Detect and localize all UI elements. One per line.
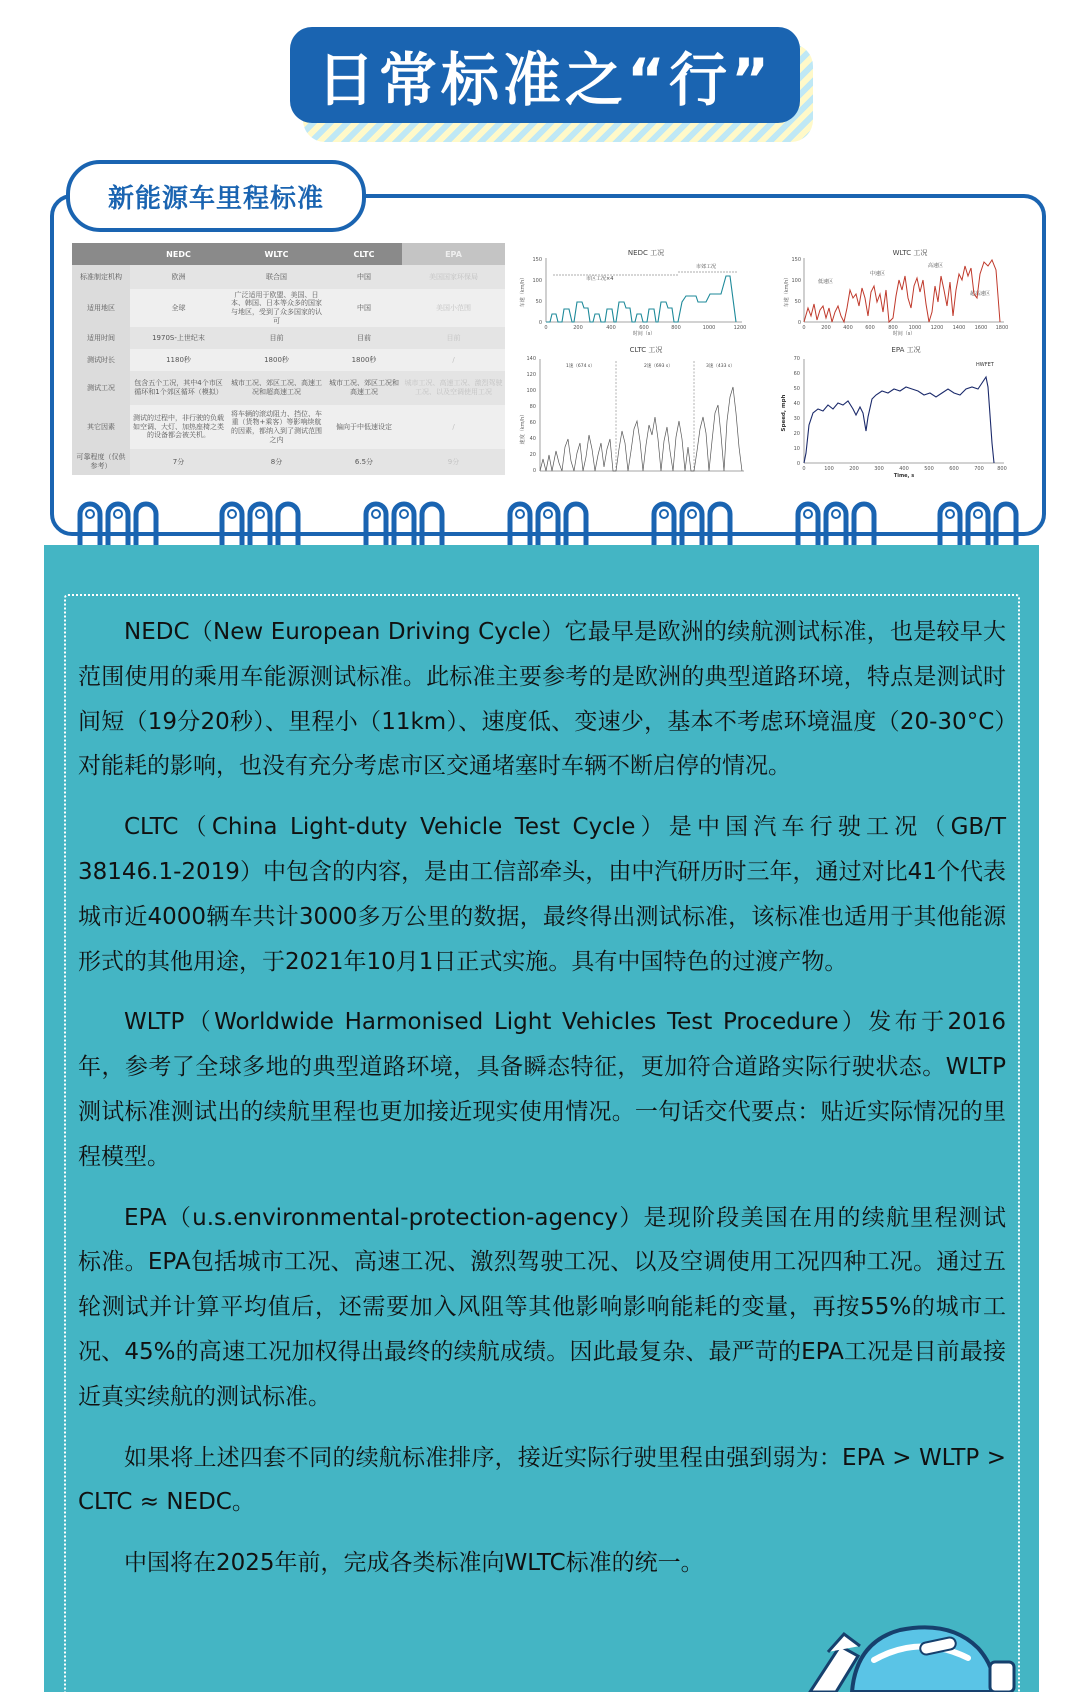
cltc-speed-line [540, 387, 742, 471]
wltc-x-tick: 600 [865, 325, 875, 331]
paragraph-wltp: WLTP（Worldwide Harmonised Light Vehicles Test Procedure）发布于2016年，参考了全球多地的典型道路环境，具备瞬态特征，更加符合道路实际行驶状态。WLTP测试标准测试出的续航里程也更加接近现实使用情况。一句话交代要点：贴近实际情况的里程模型。 [78, 1009, 1006, 1170]
table-cell: 包含五个工况，其中4个市区循环和1个郊区循环（模拟） [130, 371, 227, 405]
paragraph-epa: EPA（u.s.environmental-protection-agency）是现阶段美国在用的续航里程测试标准。EPA包括城市工况、高速工况、激烈驾驶工况、以及空调使用工况四种工况。通过五轮测试并计算平均值后，还需要加入风阻等其他影响影响能耗的变量，再按55%的城市工况、45%的高速工况加权得出最终的续航成绩。因此最复杂、最严苛的EPA工况是目前最接近真实续航的测试标准。 [78, 1204, 1006, 1410]
wltc-x-tick: 800 [888, 325, 898, 331]
epa-x-tick: 500 [924, 466, 934, 472]
paragraph-nedc: NEDC（New European Driving Cycle）它最早是欧洲的续航测试标准，也是较早大范围使用的乘用车能源测试标准。此标准主要参考的是欧洲的典型道路环境，特点是测试时间短（19分20秒）、里程小（11km）、速度低、变速少，基本不考虑环境温度（20-30°C）对能耗的影响，也没有充分考虑市区交通堵塞时车辆不断启停的情况。 [78, 619, 1006, 780]
wltc-x-tick: 200 [821, 325, 831, 331]
epa-chart [776, 343, 1012, 483]
wltc-x-tick: 1600 [974, 325, 988, 331]
comparison-table [72, 243, 505, 475]
cltc-phase-1-label: 1速（674 s） [566, 364, 595, 369]
cltc-chart-title: CLTC 工况 [629, 346, 663, 354]
nedc-x-tick: 200 [573, 325, 583, 331]
wltc-chart-title: WLTC 工况 [892, 249, 928, 257]
table-cell: 城市工况、高速工况、激烈驾驶工况、以及空调使用工况 [402, 371, 505, 405]
epa-speed-line [804, 377, 994, 463]
nedc-x-tick: 600 [639, 325, 649, 331]
table-row-label: 测试时长 [72, 349, 130, 371]
wltc-x-tick: 400 [843, 325, 853, 331]
table-cell: 偏向于中低速设定 [326, 405, 402, 449]
table-cell: 6.5分 [326, 449, 402, 475]
paragraph-ranking: 如果将上述四套不同的续航标准排序，接近实际行驶里程由强到弱为：EPA > WLTP > CLTC ≈ NEDC。 [78, 1444, 1006, 1516]
table-cell: 联合国 [227, 265, 326, 289]
nedc-x-tick: 1000 [702, 325, 716, 331]
title-banner [290, 27, 800, 123]
epa-x-tick: 0 [802, 466, 806, 472]
nedc-y-tick: 100 [532, 278, 542, 284]
epa-x-tick: 600 [949, 466, 959, 472]
wltc-x-tick: 1000 [908, 325, 922, 331]
wltc-y-tick: 150 [791, 257, 801, 263]
card-label-text: 新能源车里程标准 [107, 183, 324, 214]
wltc-annotation-mid: 中速区 [870, 271, 886, 277]
table-cell: 中国 [326, 265, 402, 289]
cltc-y-tick: 0 [532, 468, 536, 473]
table-cell: 城市工况、郊区工况、高速工况和超高速工况 [227, 371, 326, 405]
mascot-illustration [800, 1612, 1030, 1692]
cltc-phase-3-label: 3速（433 s） [706, 364, 735, 369]
nedc-y-tick: 0 [538, 320, 542, 326]
nedc-x-label: 时间（s） [632, 331, 656, 336]
table-cell: 目前 [326, 327, 402, 349]
wltc-annotation-extra-high: 超高速区 [970, 291, 991, 297]
wltc-x-tick: 1400 [952, 325, 966, 331]
table-row [72, 405, 505, 449]
wltc-y-tick: 100 [791, 278, 801, 284]
table-cell: 广泛适用于欧盟、美国、日本、韩国、日本等众多的国家与地区，受到了众多国家的认可 [227, 289, 326, 327]
epa-y-tick: 40 [793, 401, 800, 407]
table-row [72, 289, 505, 327]
cltc-y-tick: 100 [526, 388, 536, 394]
table-cell: 美国国家环保局 [402, 265, 505, 289]
table-header-row [72, 243, 505, 265]
table-cell: 1970S-上世纪末 [130, 327, 227, 349]
table-cell: 美国小范围 [402, 289, 505, 327]
epa-x-tick: 100 [824, 466, 834, 472]
table-row-label: 适用时间 [72, 327, 130, 349]
article-body [78, 610, 1006, 1602]
table-header-wltc: WLTC [227, 243, 326, 265]
table-cell: 1800秒 [326, 349, 402, 371]
wltc-annotation-low: 低速区 [818, 279, 834, 285]
epa-y-tick: 70 [793, 356, 800, 362]
table-row [72, 371, 505, 405]
cltc-y-tick: 20 [529, 452, 536, 458]
epa-y-tick: 50 [793, 386, 800, 392]
table-row [72, 449, 505, 475]
epa-y-tick: 30 [793, 416, 800, 422]
epa-x-tick: 700 [974, 466, 984, 472]
cltc-phase-2-label: 2速（693 s） [644, 364, 673, 369]
table-cell: 测试的过程中，非行驶的负载如空调、大灯、加热座椅之类的设备都会被关机。 [130, 405, 227, 449]
wltc-x-label: 时间（s） [892, 331, 916, 336]
wltc-y-label: 车速（km/h） [784, 274, 790, 308]
epa-chart-title: EPA 工况 [891, 346, 921, 354]
nedc-y-label: 车速（km/h） [520, 274, 526, 308]
nedc-x-tick: 400 [606, 325, 616, 331]
table-row-label: 标准制定机构 [72, 265, 130, 289]
table-row-label: 适用地区 [72, 289, 130, 327]
nedc-chart-title: NEDC 工况 [627, 249, 665, 257]
table-cell: 8分 [227, 449, 326, 475]
nedc-x-tick: 0 [544, 325, 548, 331]
cltc-y-tick: 80 [529, 404, 536, 410]
table-row [72, 349, 505, 371]
table-row-label: 可靠程度（仅供参考） [72, 449, 130, 475]
table-row-label: 其它因素 [72, 405, 130, 449]
nedc-annotation-suburban: 市郊工况 [696, 264, 717, 270]
table-cell: 欧洲 [130, 265, 227, 289]
table-header-nedc: NEDC [130, 243, 227, 265]
card-label-tag [66, 160, 366, 232]
table-cell: 目前 [402, 327, 505, 349]
epa-annotation-hwfet: HWFET [976, 362, 994, 368]
epa-x-tick: 200 [849, 466, 859, 472]
epa-x-tick: 400 [899, 466, 909, 472]
table-cell: 全球 [130, 289, 227, 327]
nedc-chart [516, 246, 748, 336]
table-cell: 7分 [130, 449, 227, 475]
table-cell: 1800秒 [227, 349, 326, 371]
wltc-x-tick: 1200 [930, 325, 944, 331]
table-cell: 目前 [227, 327, 326, 349]
nedc-x-tick: 800 [671, 325, 681, 331]
table-cell: 城市工况、郊区工况和高速工况 [326, 371, 402, 405]
nedc-y-tick: 50 [535, 299, 542, 305]
wltc-y-tick: 0 [797, 320, 801, 326]
epa-x-label: Time, s [893, 473, 915, 479]
paragraph-cltc: CLTC（China Light-duty Vehicle Test Cycle）是中国汽车行驶工况（GB/T 38146.1-2019）中包含的内容，是由工信部牵头，由中汽研历时三年，通过对比41个代表城市近4000辆车共计3000多万公里的数据，最终得出测试标准，该标准也适用于其他能源形式的其他用途，于2021年10月1日正式实施。具有中国特色的过渡产物。 [78, 814, 1006, 975]
nedc-x-tick: 1200 [733, 325, 747, 331]
table-row-label: 测试工况 [72, 371, 130, 405]
table-header-cltc: CLTC [326, 243, 402, 265]
epa-y-label: Speed, mph [781, 394, 787, 432]
wltc-annotation-high: 高速区 [928, 263, 944, 269]
nedc-annotation-urban: 市区工况×4 [586, 276, 614, 282]
cltc-y-tick: 140 [526, 356, 536, 362]
wltc-x-tick: 1800 [995, 325, 1009, 331]
table-cell: 1180秒 [130, 349, 227, 371]
paragraph-conclusion: 中国将在2025年前，完成各类标准向WLTC标准的统一。 [124, 1550, 704, 1577]
epa-x-tick: 800 [997, 466, 1007, 472]
cltc-y-tick: 60 [529, 420, 536, 426]
wltc-chart [780, 246, 1012, 336]
cltc-chart [516, 343, 748, 473]
table-cell: / [402, 405, 505, 449]
epa-x-tick: 300 [874, 466, 884, 472]
cltc-y-tick: 120 [526, 372, 536, 378]
epa-y-tick: 0 [796, 461, 800, 467]
wltc-y-tick: 50 [794, 299, 801, 305]
table-row [72, 327, 505, 349]
cltc-y-tick: 40 [529, 436, 536, 442]
epa-y-tick: 20 [793, 431, 800, 437]
epa-y-tick: 10 [793, 446, 800, 452]
epa-y-tick: 60 [793, 371, 800, 377]
cltc-y-label: 速度（km/h） [520, 411, 526, 445]
table-cell: / [402, 349, 505, 371]
nedc-speed-line [546, 276, 736, 322]
nedc-y-tick: 150 [532, 257, 542, 263]
table-row [72, 265, 505, 289]
page-title: 日常标准之“行” [316, 46, 774, 114]
table-cell: 9分 [402, 449, 505, 475]
table-header-epa: EPA [402, 243, 505, 265]
table-cell: 中国 [326, 289, 402, 327]
wltc-x-tick: 0 [802, 325, 806, 331]
table-header-cell [72, 243, 130, 265]
table-cell: 将车辆的滚动阻力、挡位、车重（货物+乘客）等影响续航的因素，都纳入到了测试范围之内 [227, 405, 326, 449]
mascot-arm-right [990, 1662, 1014, 1692]
